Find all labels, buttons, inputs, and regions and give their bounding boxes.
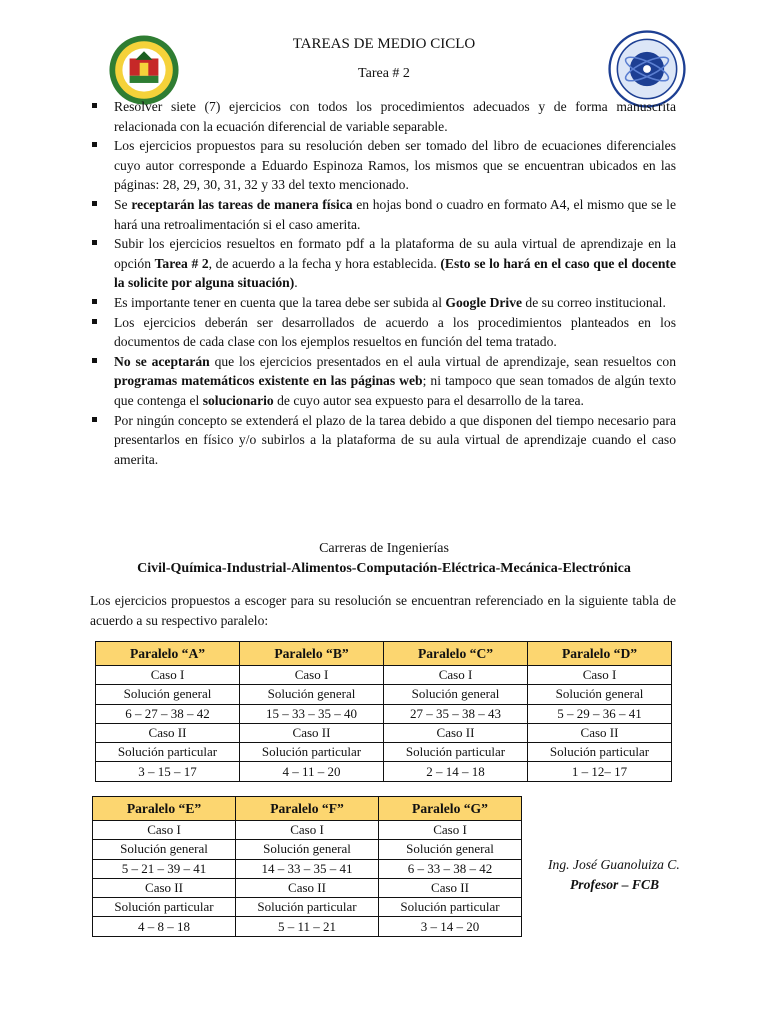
table-cell: 3 – 14 – 20 [379, 917, 522, 936]
table-cell: 2 – 14 – 18 [384, 762, 528, 781]
table-row [96, 704, 672, 723]
table-cell: Solución general [384, 685, 528, 704]
table-header-row [96, 642, 672, 666]
instruction-item [88, 411, 676, 470]
text-run: ; ni tampoco que sean tomados de algún texto que contenga el [114, 373, 677, 408]
careers-title: Carreras de Ingenierías [319, 541, 449, 556]
bullet-icon [92, 358, 97, 363]
table-cell: 4 – 8 – 18 [93, 917, 236, 936]
table-cell: Solución general [528, 685, 672, 704]
table-cell: Caso II [240, 723, 384, 742]
table-cell: Solución particular [240, 743, 384, 762]
bold-text: Google Drive [445, 294, 523, 310]
text-run: Resolver siete (7) ejercicios con todos los procedimientos adecuados y de forma manuscrita relacionada con la ecuación diferencial de variable separable. [114, 99, 676, 134]
instruction-text [114, 295, 666, 310]
table-row [93, 878, 522, 897]
text-run: de cuyo autor sea expuesto para el desarrollo de la tarea. [273, 392, 584, 408]
table-cell: Caso II [379, 878, 522, 897]
table-header-cell: Paralelo “D” [528, 642, 672, 666]
table-cell: Solución particular [384, 743, 528, 762]
table-cell: 4 – 11 – 20 [240, 762, 384, 781]
table-cell: 3 – 15 – 17 [96, 762, 240, 781]
table-row [93, 917, 522, 936]
table-row [93, 821, 522, 840]
table-row [93, 840, 522, 859]
instruction-item [88, 97, 676, 136]
table-cell: Solución particular [93, 898, 236, 917]
bullet-icon [92, 103, 97, 108]
text-run: , de acuerdo a la fecha y hora establecida. [208, 255, 441, 271]
text-run: Los ejercicios deberán ser desarrollados de acuerdo a los procedimientos planteados en los documentos de cada clase con los ejemplos resueltos en función del tema tratado. [114, 314, 676, 350]
bold-text: programas matemáticos existente en las páginas web [114, 373, 423, 389]
table-cell: Solución general [236, 840, 379, 859]
bold-text: solucionario [202, 392, 274, 408]
table-cell: 6 – 33 – 38 – 42 [379, 859, 522, 878]
bullet-icon [92, 299, 97, 304]
table-cell: Solución particular [528, 743, 672, 762]
table-cell: Caso II [93, 878, 236, 897]
document-title: TAREAS DE MEDIO CICLO [292, 36, 476, 52]
document-subtitle: Tarea # 2 [358, 66, 410, 81]
table-cell: Caso I [236, 821, 379, 840]
table-header-cell: Paralelo “B” [240, 642, 384, 666]
text-run: Los ejercicios propuestos para su resolución deben ser tomado del libro de ecuaciones diferenciales cuyo autor corresponde a Eduardo Espinoza Ramos, los mismos que se encuentran ubicados en las páginas: 28, 29, 30, 31, 32 y 33 del texto mencionado. [114, 138, 676, 193]
bold-text: Tarea # 2 [154, 255, 209, 271]
table-cell: Solución general [379, 840, 522, 859]
table-cell: 1 – 12– 17 [528, 762, 672, 781]
bold-text: (Esto se lo hará en el caso que el docente la solicite por alguna situación) [114, 255, 676, 291]
instruction-item [88, 352, 676, 411]
instruction-item [88, 234, 676, 293]
exercises-table-a-d [95, 641, 672, 782]
exercises-table-e-g [92, 796, 522, 937]
table-row [96, 685, 672, 704]
table-cell: Caso I [93, 821, 236, 840]
table-header-row [93, 797, 522, 821]
table-cell: Solución particular [96, 743, 240, 762]
table-cell: Caso II [384, 723, 528, 742]
instruction-text [114, 99, 676, 134]
instruction-text [114, 315, 676, 350]
table-cell: 14 – 33 – 35 – 41 [236, 859, 379, 878]
table-cell: 27 – 35 – 38 – 43 [384, 704, 528, 723]
table-row [93, 898, 522, 917]
instruction-item [88, 293, 676, 313]
instruction-text [114, 354, 676, 408]
table-cell: Solución particular [379, 898, 522, 917]
instruction-item [88, 313, 676, 352]
table-cell: Solución general [93, 840, 236, 859]
table-header-cell: Paralelo “F” [236, 797, 379, 821]
bullet-icon [92, 417, 97, 422]
table-row [96, 743, 672, 762]
instruction-item [88, 195, 676, 234]
signature-name: Ing. José Guanoluiza C. [548, 857, 680, 872]
text-run: en hojas bond o cuadro en formato A4, el mismo que se le hará una retroalimentación si el caso amerita. [114, 196, 676, 232]
table-cell: 5 – 29 – 36 – 41 [528, 704, 672, 723]
table-cell: Caso I [379, 821, 522, 840]
table-cell: Solución general [240, 685, 384, 704]
signature-role: Profesor – FCB [570, 877, 660, 892]
bullet-icon [92, 319, 97, 324]
table-cell: Caso II [528, 723, 672, 742]
text-run: Es importante tener en cuenta que la tarea debe ser subida al [114, 294, 446, 310]
instruction-text [114, 138, 676, 192]
careers-list: Civil-Química-Industrial-Alimentos-Computación-Eléctrica-Mecánica-Electrónica [137, 561, 631, 576]
bold-text: receptarán las tareas de manera física [131, 196, 353, 212]
text-run: . [294, 275, 298, 291]
table-cell: Solución particular [236, 898, 379, 917]
bullet-icon [92, 201, 97, 206]
table-cell: Caso I [240, 666, 384, 685]
instruction-text [114, 197, 676, 232]
text-run: Por ningún concepto se extenderá el plazo de la tarea debido a que disponen del tiempo necesario para presentarlos en físico y/o subirlos a la plataforma de su aula virtual de aprendizaje cuando el caso amerita. [114, 412, 676, 467]
text-run: Se [114, 196, 132, 212]
table-cell: Caso II [96, 723, 240, 742]
table-cell: 6 – 27 – 38 – 42 [96, 704, 240, 723]
text-run: que los ejercicios presentados en el aula virtual de aprendizaje, sean resueltos con [209, 353, 676, 369]
instruction-text [114, 236, 676, 290]
table-cell: Caso I [96, 666, 240, 685]
table-cell: 5 – 21 – 39 – 41 [93, 859, 236, 878]
table-cell: 5 – 11 – 21 [236, 917, 379, 936]
table-row [93, 859, 522, 878]
table-header-cell: Paralelo “C” [384, 642, 528, 666]
bullet-icon [92, 142, 97, 147]
table-cell: Caso I [528, 666, 672, 685]
instruction-item [88, 136, 676, 195]
intro-paragraph: Los ejercicios propuestos a escoger para su resolución se encuentran referenciado en la siguiente tabla de acuerdo a su respectivo paralelo: [90, 593, 676, 628]
instruction-text [114, 413, 676, 467]
table-row [96, 666, 672, 685]
table-row [96, 762, 672, 781]
table-cell: Caso II [236, 878, 379, 897]
bullet-icon [92, 240, 97, 245]
table-cell: 15 – 33 – 35 – 40 [240, 704, 384, 723]
table-cell: Solución general [96, 685, 240, 704]
table-header-cell: Paralelo “E” [93, 797, 236, 821]
instructions-list [88, 97, 676, 469]
table-row [96, 723, 672, 742]
text-run: Subir los ejercicios resueltos en formato pdf a la plataforma de su aula virtual de aprendizaje en la opción [114, 236, 676, 271]
text-run: de su correo institucional. [522, 294, 666, 310]
bold-text: No se aceptarán [114, 353, 210, 369]
table-cell: Caso I [384, 666, 528, 685]
table-header-cell: Paralelo “G” [379, 797, 522, 821]
table-header-cell: Paralelo “A” [96, 642, 240, 666]
